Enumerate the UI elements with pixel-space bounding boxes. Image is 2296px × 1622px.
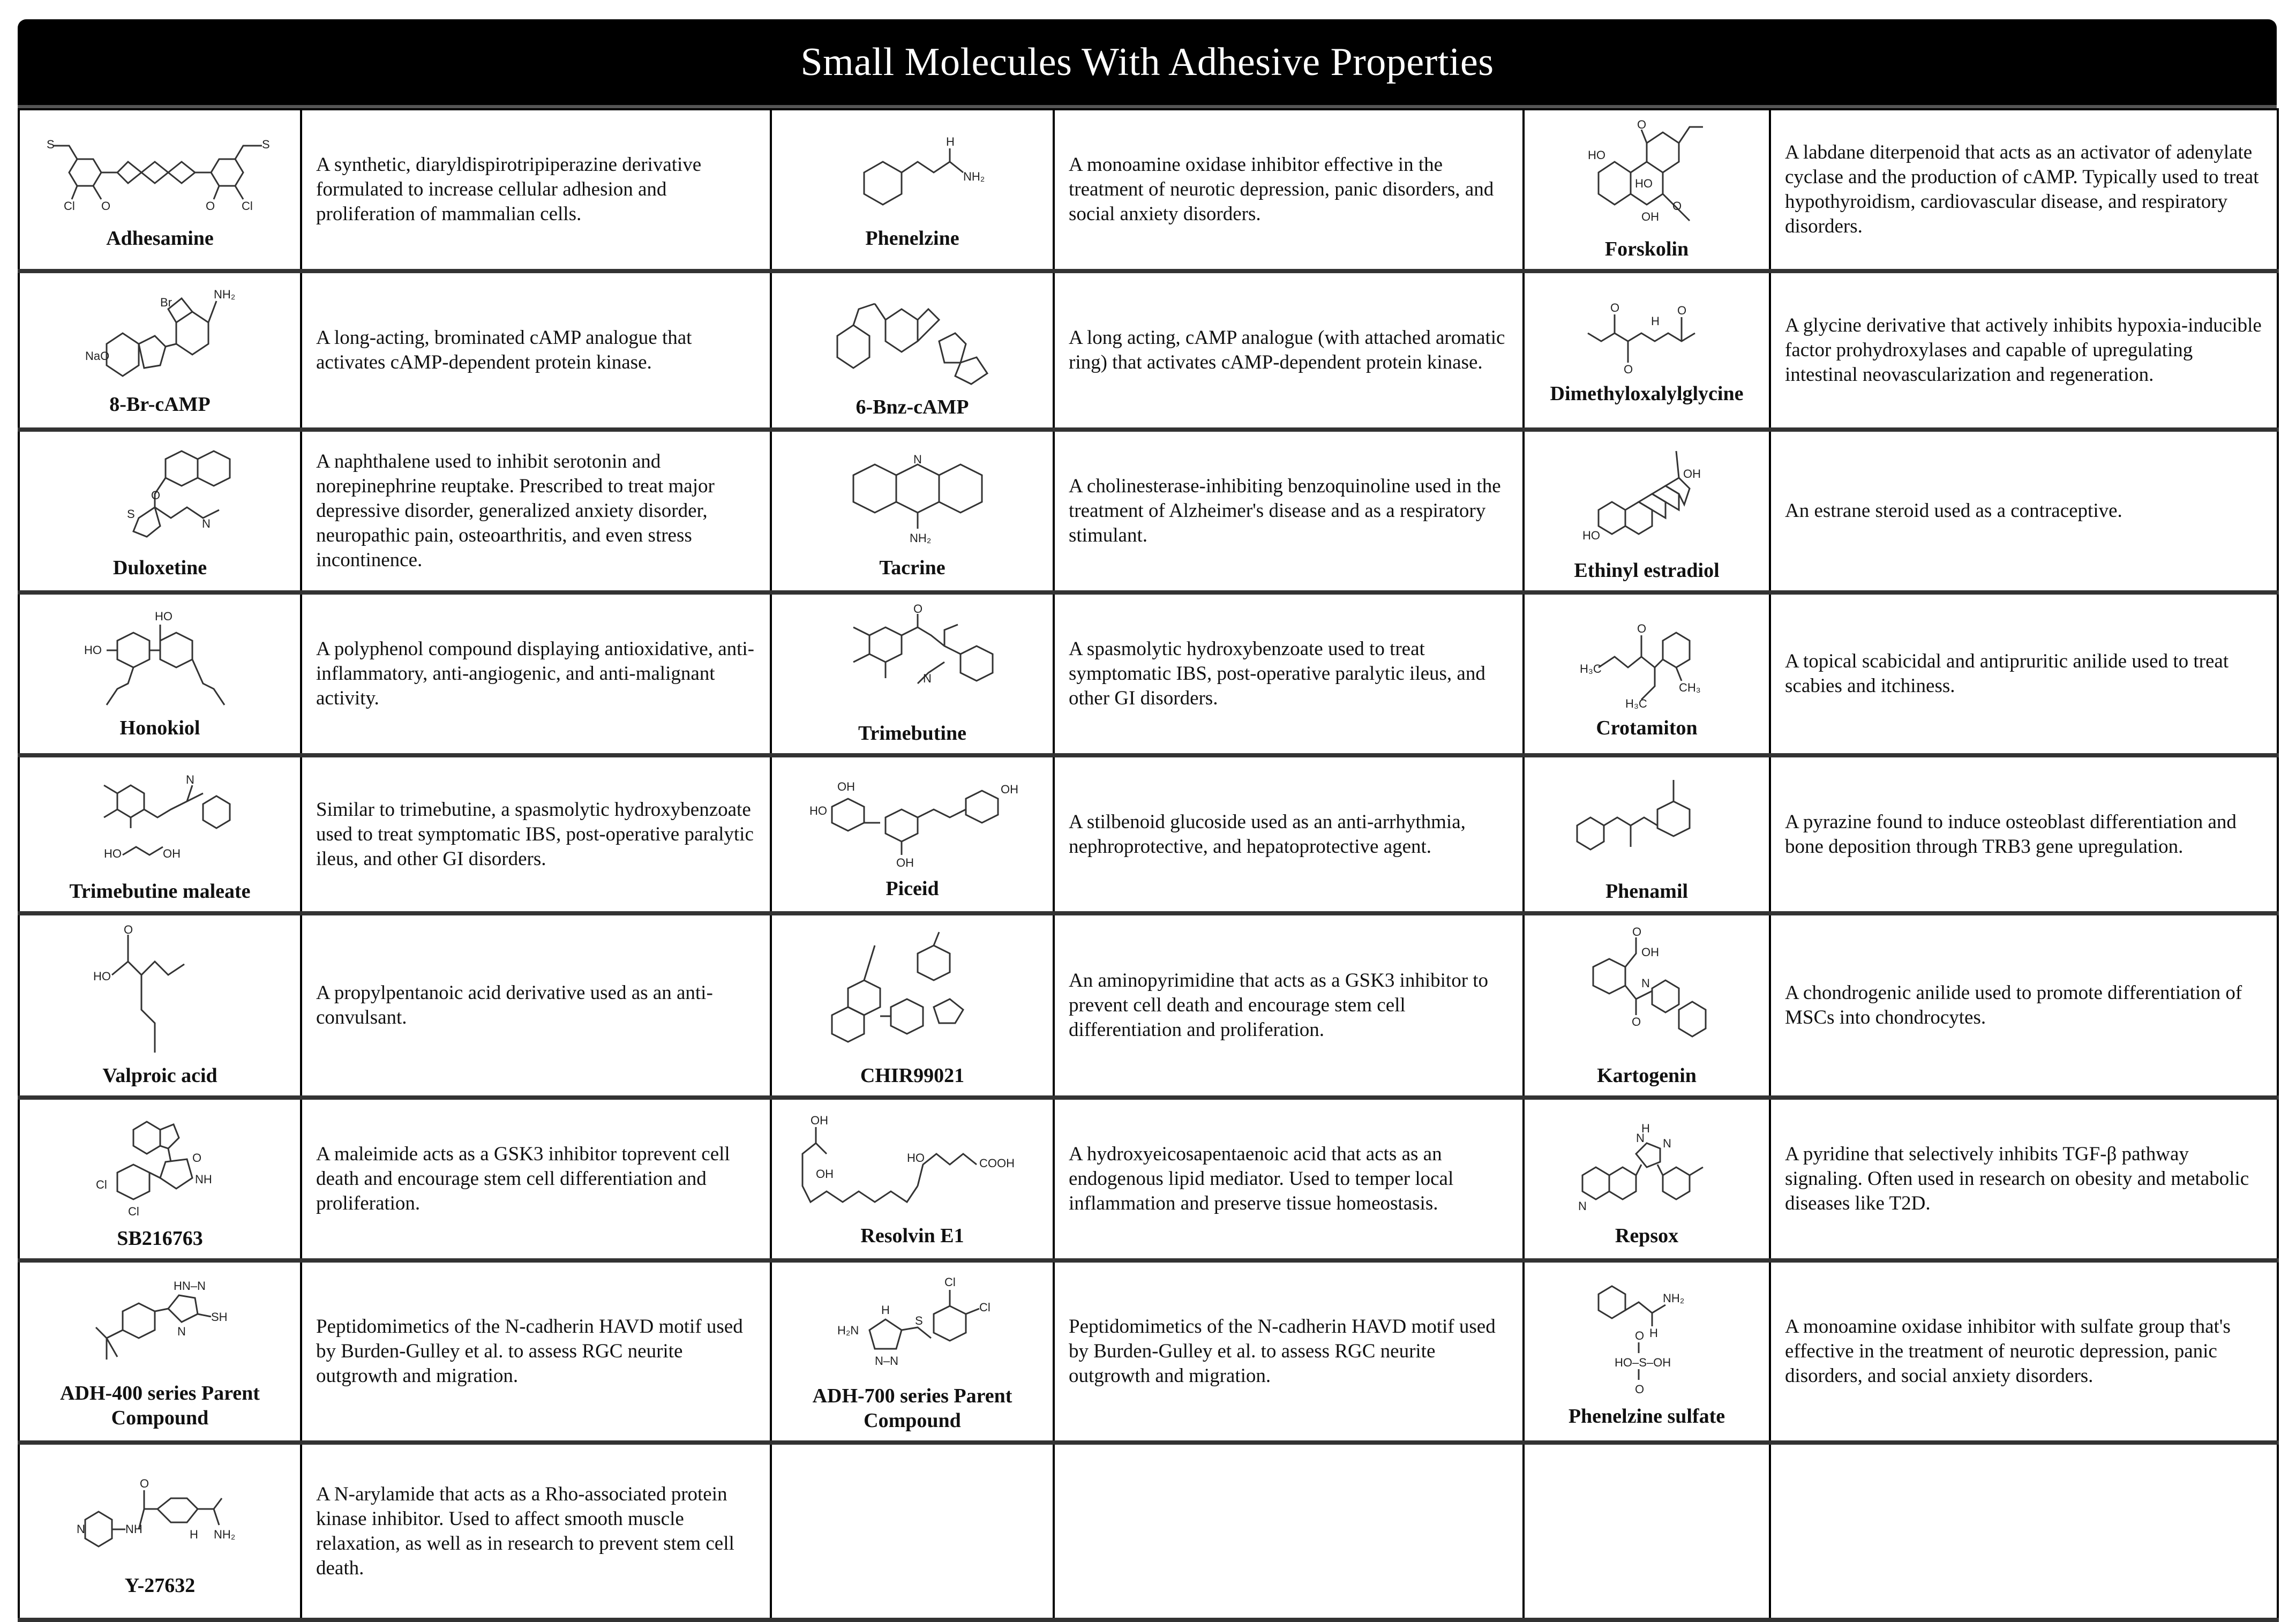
molecule-name: Phenamil bbox=[1605, 880, 1689, 903]
molecule-description: A long-acting, brominated cAMP analogue that activates cAMP-dependent protein kinase. bbox=[301, 271, 771, 430]
svg-text:Br: Br bbox=[160, 296, 172, 309]
molecule-description: A topical scabicidal and antipruritic anilide used to treat scabies and itchiness. bbox=[1770, 592, 2278, 755]
molecule-name: Resolvin E1 bbox=[860, 1225, 964, 1247]
table-row bbox=[19, 1260, 2278, 1443]
svg-text:NH: NH bbox=[125, 1522, 142, 1536]
svg-text:OH: OH bbox=[1641, 210, 1659, 223]
molecule-name: Trimebutine maleate bbox=[69, 880, 251, 903]
svg-text:NH₂: NH₂ bbox=[963, 170, 985, 183]
structure-cell bbox=[19, 1098, 301, 1260]
svg-text:H: H bbox=[1641, 1122, 1650, 1135]
empty-cell bbox=[1770, 1443, 2278, 1620]
svg-text:HN–N: HN–N bbox=[173, 1279, 206, 1293]
svg-text:O: O bbox=[192, 1151, 201, 1165]
svg-text:HO: HO bbox=[103, 846, 122, 860]
svg-text:NH: NH bbox=[194, 1173, 212, 1186]
svg-text:N: N bbox=[1578, 1199, 1587, 1213]
svg-text:NH₂: NH₂ bbox=[213, 288, 235, 301]
svg-text:Cl: Cl bbox=[241, 199, 253, 213]
adh-400-structure-icon bbox=[74, 1274, 246, 1376]
table-row bbox=[19, 1443, 2278, 1620]
empty-cell bbox=[1054, 1443, 1524, 1620]
svg-text:H₃C: H₃C bbox=[1580, 662, 1602, 675]
trimebutine-maleate-structure-icon bbox=[69, 767, 251, 874]
valproic-acid-structure-icon bbox=[80, 924, 241, 1058]
svg-text:N: N bbox=[1663, 1137, 1671, 1150]
molecule-name: SB216763 bbox=[117, 1227, 203, 1250]
svg-text:O: O bbox=[101, 199, 110, 213]
molecule-name: Honokiol bbox=[119, 717, 200, 739]
structure-cell bbox=[1524, 755, 1770, 913]
kartogenin-structure-icon bbox=[1577, 924, 1716, 1058]
svg-text:N: N bbox=[1636, 1131, 1645, 1145]
phenelzine-structure-icon bbox=[832, 130, 993, 221]
dimethyloxalylglycine-structure-icon bbox=[1577, 296, 1716, 376]
svg-text:OH: OH bbox=[1001, 782, 1018, 796]
svg-text:N: N bbox=[1641, 977, 1650, 990]
page-title: Small Molecules With Adhesive Properties bbox=[800, 40, 1494, 84]
molecule-name: ADH-400 series Parent Compound bbox=[60, 1382, 260, 1429]
svg-text:HO: HO bbox=[809, 804, 827, 817]
structure-cell bbox=[1524, 913, 1770, 1098]
svg-text:OH: OH bbox=[162, 846, 181, 860]
svg-text:O: O bbox=[1635, 1329, 1645, 1342]
table-row bbox=[19, 592, 2278, 755]
structure-cell bbox=[771, 913, 1054, 1098]
svg-text:OH: OH bbox=[811, 1114, 828, 1127]
molecule-description: Peptidomimetics of the N-cadherin HAVD motif used by Burden-Gulley et al. to assess RGC neurite outgrowth and migration. bbox=[301, 1260, 771, 1443]
molecule-name: Crotamiton bbox=[1596, 717, 1698, 739]
molecule-name: 6-Bnz-cAMP bbox=[856, 396, 969, 418]
structure-cell bbox=[1524, 271, 1770, 430]
molecule-name: Phenelzine sulfate bbox=[1568, 1405, 1725, 1428]
molecule-description: A maleimide acts as a GSK3 inhibitor toprevent cell death and encourage stem cell differentiation and proliferation. bbox=[301, 1098, 771, 1260]
trimebutine-structure-icon bbox=[821, 603, 1003, 716]
structure-cell bbox=[19, 271, 301, 430]
molecule-description: Peptidomimetics of the N-cadherin HAVD motif used by Burden-Gulley et al. to assess RGC neurite outgrowth and migration. bbox=[1054, 1260, 1524, 1443]
molecule-description: An aminopyrimidine that acts as a GSK3 inhibitor to prevent cell death and encourage stem cell differentiation and proliferation. bbox=[1054, 913, 1524, 1098]
svg-text:O: O bbox=[1610, 301, 1620, 314]
svg-text:H: H bbox=[1649, 1326, 1658, 1340]
svg-text:N: N bbox=[185, 772, 194, 786]
table-row bbox=[19, 430, 2278, 592]
svg-text:NH₂: NH₂ bbox=[1663, 1291, 1685, 1305]
molecule-description: A labdane diterpenoid that acts as an activator of adenylate cyclase and the production of cAMP. Typically used to treat hypothyroidism, cardiovascular disease, and respiratory disorders. bbox=[1770, 109, 2278, 271]
molecule-name: Y-27632 bbox=[124, 1574, 196, 1597]
svg-text:Cl: Cl bbox=[95, 1178, 107, 1191]
molecule-description: A polyphenol compound displaying antioxidative, anti-inflammatory, anti-angiogenic, and anti-malignant activity. bbox=[301, 592, 771, 755]
svg-text:Cl: Cl bbox=[63, 199, 75, 213]
svg-text:HO: HO bbox=[1582, 529, 1600, 542]
repsox-structure-icon bbox=[1566, 1111, 1727, 1218]
svg-text:S: S bbox=[46, 138, 55, 151]
molecule-description: A glycine derivative that actively inhibits hypoxia-inducible factor prohydroxylases and capable of upregulating intestinal neovascularization and regeneration. bbox=[1770, 271, 2278, 430]
svg-text:NH₂: NH₂ bbox=[910, 531, 932, 545]
structure-cell bbox=[771, 755, 1054, 913]
svg-text:OH: OH bbox=[1641, 945, 1659, 959]
svg-text:H: H bbox=[1651, 314, 1660, 328]
molecule-description: A chondrogenic anilide used to promote differentiation of MSCs into chondrocytes. bbox=[1770, 913, 2278, 1098]
molecule-name: 8-Br-cAMP bbox=[109, 393, 211, 416]
svg-text:H: H bbox=[946, 135, 955, 148]
sb216763-structure-icon bbox=[80, 1108, 241, 1221]
svg-text:COOH: COOH bbox=[979, 1157, 1015, 1170]
molecule-name: Kartogenin bbox=[1597, 1064, 1697, 1087]
structure-cell bbox=[771, 1098, 1054, 1260]
svg-text:NaO: NaO bbox=[85, 349, 109, 363]
resolvin-e1-structure-icon bbox=[778, 1111, 1046, 1218]
svg-text:CH₃: CH₃ bbox=[1679, 681, 1701, 694]
svg-text:S: S bbox=[261, 138, 270, 151]
svg-text:HO: HO bbox=[84, 643, 102, 657]
molecule-description: A monoamine oxidase inhibitor with sulfate group that's effective in the treatment of neurotic depression, panic disorders, and social anxiety disorders. bbox=[1770, 1260, 2278, 1443]
molecule-description: A long acting, cAMP analogue (with attached aromatic ring) that activates cAMP-dependent protein kinase. bbox=[1054, 271, 1524, 430]
molecule-table-sheet bbox=[18, 19, 2277, 1622]
molecule-name: Trimebutine bbox=[858, 722, 966, 745]
svg-text:O: O bbox=[1677, 304, 1687, 317]
molecule-description: A cholinesterase-inhibiting benzoquinoline used in the treatment of Alzheimer's disease and as a respiratory stimulant. bbox=[1054, 430, 1524, 592]
phenamil-structure-icon bbox=[1566, 767, 1727, 874]
svg-text:O: O bbox=[1637, 119, 1647, 131]
table-row bbox=[19, 755, 2278, 913]
structure-cell bbox=[771, 109, 1054, 271]
adh-700-structure-icon bbox=[821, 1271, 1003, 1378]
ethinyl-estradiol-structure-icon bbox=[1577, 440, 1716, 553]
svg-text:HO: HO bbox=[907, 1151, 925, 1165]
structure-cell bbox=[19, 109, 301, 271]
svg-text:O: O bbox=[151, 489, 160, 502]
molecule-name: Phenelzine bbox=[865, 227, 959, 250]
svg-text:N: N bbox=[76, 1522, 85, 1536]
structure-cell bbox=[19, 755, 301, 913]
svg-text:N–N: N–N bbox=[875, 1354, 899, 1368]
molecule-name: Tacrine bbox=[879, 557, 946, 579]
molecule-description: A pyridine that selectively inhibits TGF-β pathway signaling. Often used in research on obesity and metabolic diseases like T2D. bbox=[1770, 1098, 2278, 1260]
phenelzine-sulfate-structure-icon bbox=[1577, 1275, 1716, 1399]
svg-text:H₃C: H₃C bbox=[1625, 697, 1647, 710]
crotamiton-structure-icon bbox=[1577, 609, 1716, 710]
molecule-name: Valproic acid bbox=[102, 1064, 217, 1087]
structure-cell bbox=[771, 592, 1054, 755]
svg-text:Cl: Cl bbox=[979, 1301, 991, 1314]
svg-text:N: N bbox=[923, 672, 932, 685]
svg-text:O: O bbox=[1672, 199, 1682, 213]
molecule-name: Dimethyloxalylglycine bbox=[1550, 382, 1744, 405]
molecule-description: A naphthalene used to inhibit serotonin and norepinephrine reuptake. Prescribed to treat major depressive disorder, generalized anxiety disorder, neuropathic pain, osteoarthritis, and even stress incontinence. bbox=[301, 430, 771, 592]
molecule-description: A synthetic, diaryldispirotripiperazine derivative formulated to increase cellular adhesion and proliferation of mammalian cells. bbox=[301, 109, 771, 271]
molecule-name: Forskolin bbox=[1604, 238, 1689, 260]
svg-text:Cl: Cl bbox=[944, 1275, 956, 1289]
svg-text:O: O bbox=[1624, 363, 1633, 376]
svg-text:S: S bbox=[915, 1314, 923, 1327]
structure-cell bbox=[19, 1260, 301, 1443]
svg-text:OH: OH bbox=[896, 855, 914, 869]
svg-text:N: N bbox=[201, 517, 211, 530]
svg-text:S: S bbox=[126, 507, 135, 521]
molecule-description: A stilbenoid glucoside used as an anti-arrhythmia, nephroprotective, and hepatoprotective agent. bbox=[1054, 755, 1524, 913]
molecule-table bbox=[18, 108, 2279, 1622]
structure-cell bbox=[1524, 592, 1770, 755]
svg-text:O: O bbox=[1632, 1015, 1641, 1028]
piceid-structure-icon bbox=[805, 769, 1019, 871]
molecule-name: CHIR99021 bbox=[860, 1064, 965, 1087]
structure-cell bbox=[1524, 1098, 1770, 1260]
molecule-name: Piceid bbox=[886, 877, 939, 900]
svg-text:O: O bbox=[1632, 925, 1642, 938]
duloxetine-structure-icon bbox=[74, 443, 246, 550]
adhesamine-structure-icon bbox=[42, 130, 278, 221]
svg-text:O: O bbox=[205, 199, 215, 213]
6-bnz-camp-structure-icon bbox=[821, 282, 1003, 389]
svg-text:HO–S–OH: HO–S–OH bbox=[1615, 1356, 1671, 1369]
svg-text:H: H bbox=[189, 1527, 198, 1541]
svg-text:Cl: Cl bbox=[127, 1205, 139, 1218]
molecule-description: A hydroxyeicosapentaenoic acid that acts as an endogenous lipid mediator. Used to temper local inflammation and preserve tissue homeostasis. bbox=[1054, 1098, 1524, 1260]
structure-cell bbox=[1524, 1260, 1770, 1443]
structure-cell bbox=[19, 913, 301, 1098]
svg-text:O: O bbox=[913, 603, 923, 615]
molecule-description: Similar to trimebutine, a spasmolytic hydroxybenzoate used to treat symptomatic IBS, post-operative paralytic ileus, and other GI disorders. bbox=[301, 755, 771, 913]
empty-cell bbox=[771, 1443, 1054, 1620]
svg-text:O: O bbox=[123, 924, 133, 936]
structure-cell bbox=[771, 271, 1054, 430]
forskolin-structure-icon bbox=[1577, 119, 1716, 231]
table-row bbox=[19, 271, 2278, 430]
structure-cell bbox=[771, 1260, 1054, 1443]
structure-cell bbox=[1524, 430, 1770, 592]
table-row bbox=[19, 1098, 2278, 1260]
y-27632-structure-icon bbox=[69, 1466, 251, 1568]
svg-text:N: N bbox=[177, 1325, 186, 1338]
svg-text:O: O bbox=[1635, 1383, 1645, 1396]
structure-cell bbox=[771, 430, 1054, 592]
molecule-description: An estrane steroid used as a contraceptive. bbox=[1770, 430, 2278, 592]
svg-text:HO: HO bbox=[1635, 177, 1653, 190]
molecule-name: Duloxetine bbox=[112, 557, 207, 579]
svg-text:O: O bbox=[139, 1476, 149, 1490]
molecule-description: A monoamine oxidase inhibitor effective in the treatment of neurotic depression, panic disorders, and social anxiety disorders. bbox=[1054, 109, 1524, 271]
chir99021-structure-icon bbox=[821, 924, 1003, 1058]
8-br-camp-structure-icon bbox=[74, 285, 246, 387]
svg-text:SH: SH bbox=[211, 1310, 228, 1324]
table-row bbox=[19, 913, 2278, 1098]
molecule-description: A pyrazine found to induce osteoblast differentiation and bone deposition through TRB3 gene upregulation. bbox=[1770, 755, 2278, 913]
svg-text:H₂N: H₂N bbox=[837, 1324, 859, 1337]
molecule-description: A spasmolytic hydroxybenzoate used to treat symptomatic IBS, post-operative paralytic ileus, and other GI disorders. bbox=[1054, 592, 1524, 755]
svg-text:HO: HO bbox=[1588, 148, 1605, 162]
molecule-description: A N-arylamide that acts as a Rho-associated protein kinase inhibitor. Used to affect smooth muscle relaxation, as well as in research to prevent stem cell death. bbox=[301, 1443, 771, 1620]
structure-cell bbox=[19, 1443, 301, 1620]
svg-text:O: O bbox=[1637, 622, 1647, 635]
svg-text:H: H bbox=[881, 1303, 890, 1317]
title-bar bbox=[18, 19, 2277, 108]
svg-text:OH: OH bbox=[837, 779, 855, 793]
molecule-name: ADH-700 series Parent Compound bbox=[812, 1385, 1012, 1432]
honokiol-structure-icon bbox=[74, 609, 246, 710]
structure-cell bbox=[19, 592, 301, 755]
svg-text:HO: HO bbox=[93, 970, 111, 983]
tacrine-structure-icon bbox=[827, 443, 998, 550]
molecule-name: Adhesamine bbox=[106, 227, 214, 250]
svg-text:OH: OH bbox=[1683, 467, 1701, 480]
molecule-name: Repsox bbox=[1615, 1225, 1679, 1247]
svg-text:NH₂: NH₂ bbox=[213, 1527, 235, 1541]
svg-text:OH: OH bbox=[816, 1167, 834, 1181]
molecule-name: Ethinyl estradiol bbox=[1574, 559, 1720, 582]
structure-cell bbox=[1524, 109, 1770, 271]
structure-cell bbox=[19, 430, 301, 592]
table-row bbox=[19, 109, 2278, 271]
molecule-description: A propylpentanoic acid derivative used as an anti-convulsant. bbox=[301, 913, 771, 1098]
empty-cell bbox=[1524, 1443, 1770, 1620]
svg-text:N: N bbox=[913, 453, 922, 466]
svg-text:HO: HO bbox=[154, 610, 172, 623]
